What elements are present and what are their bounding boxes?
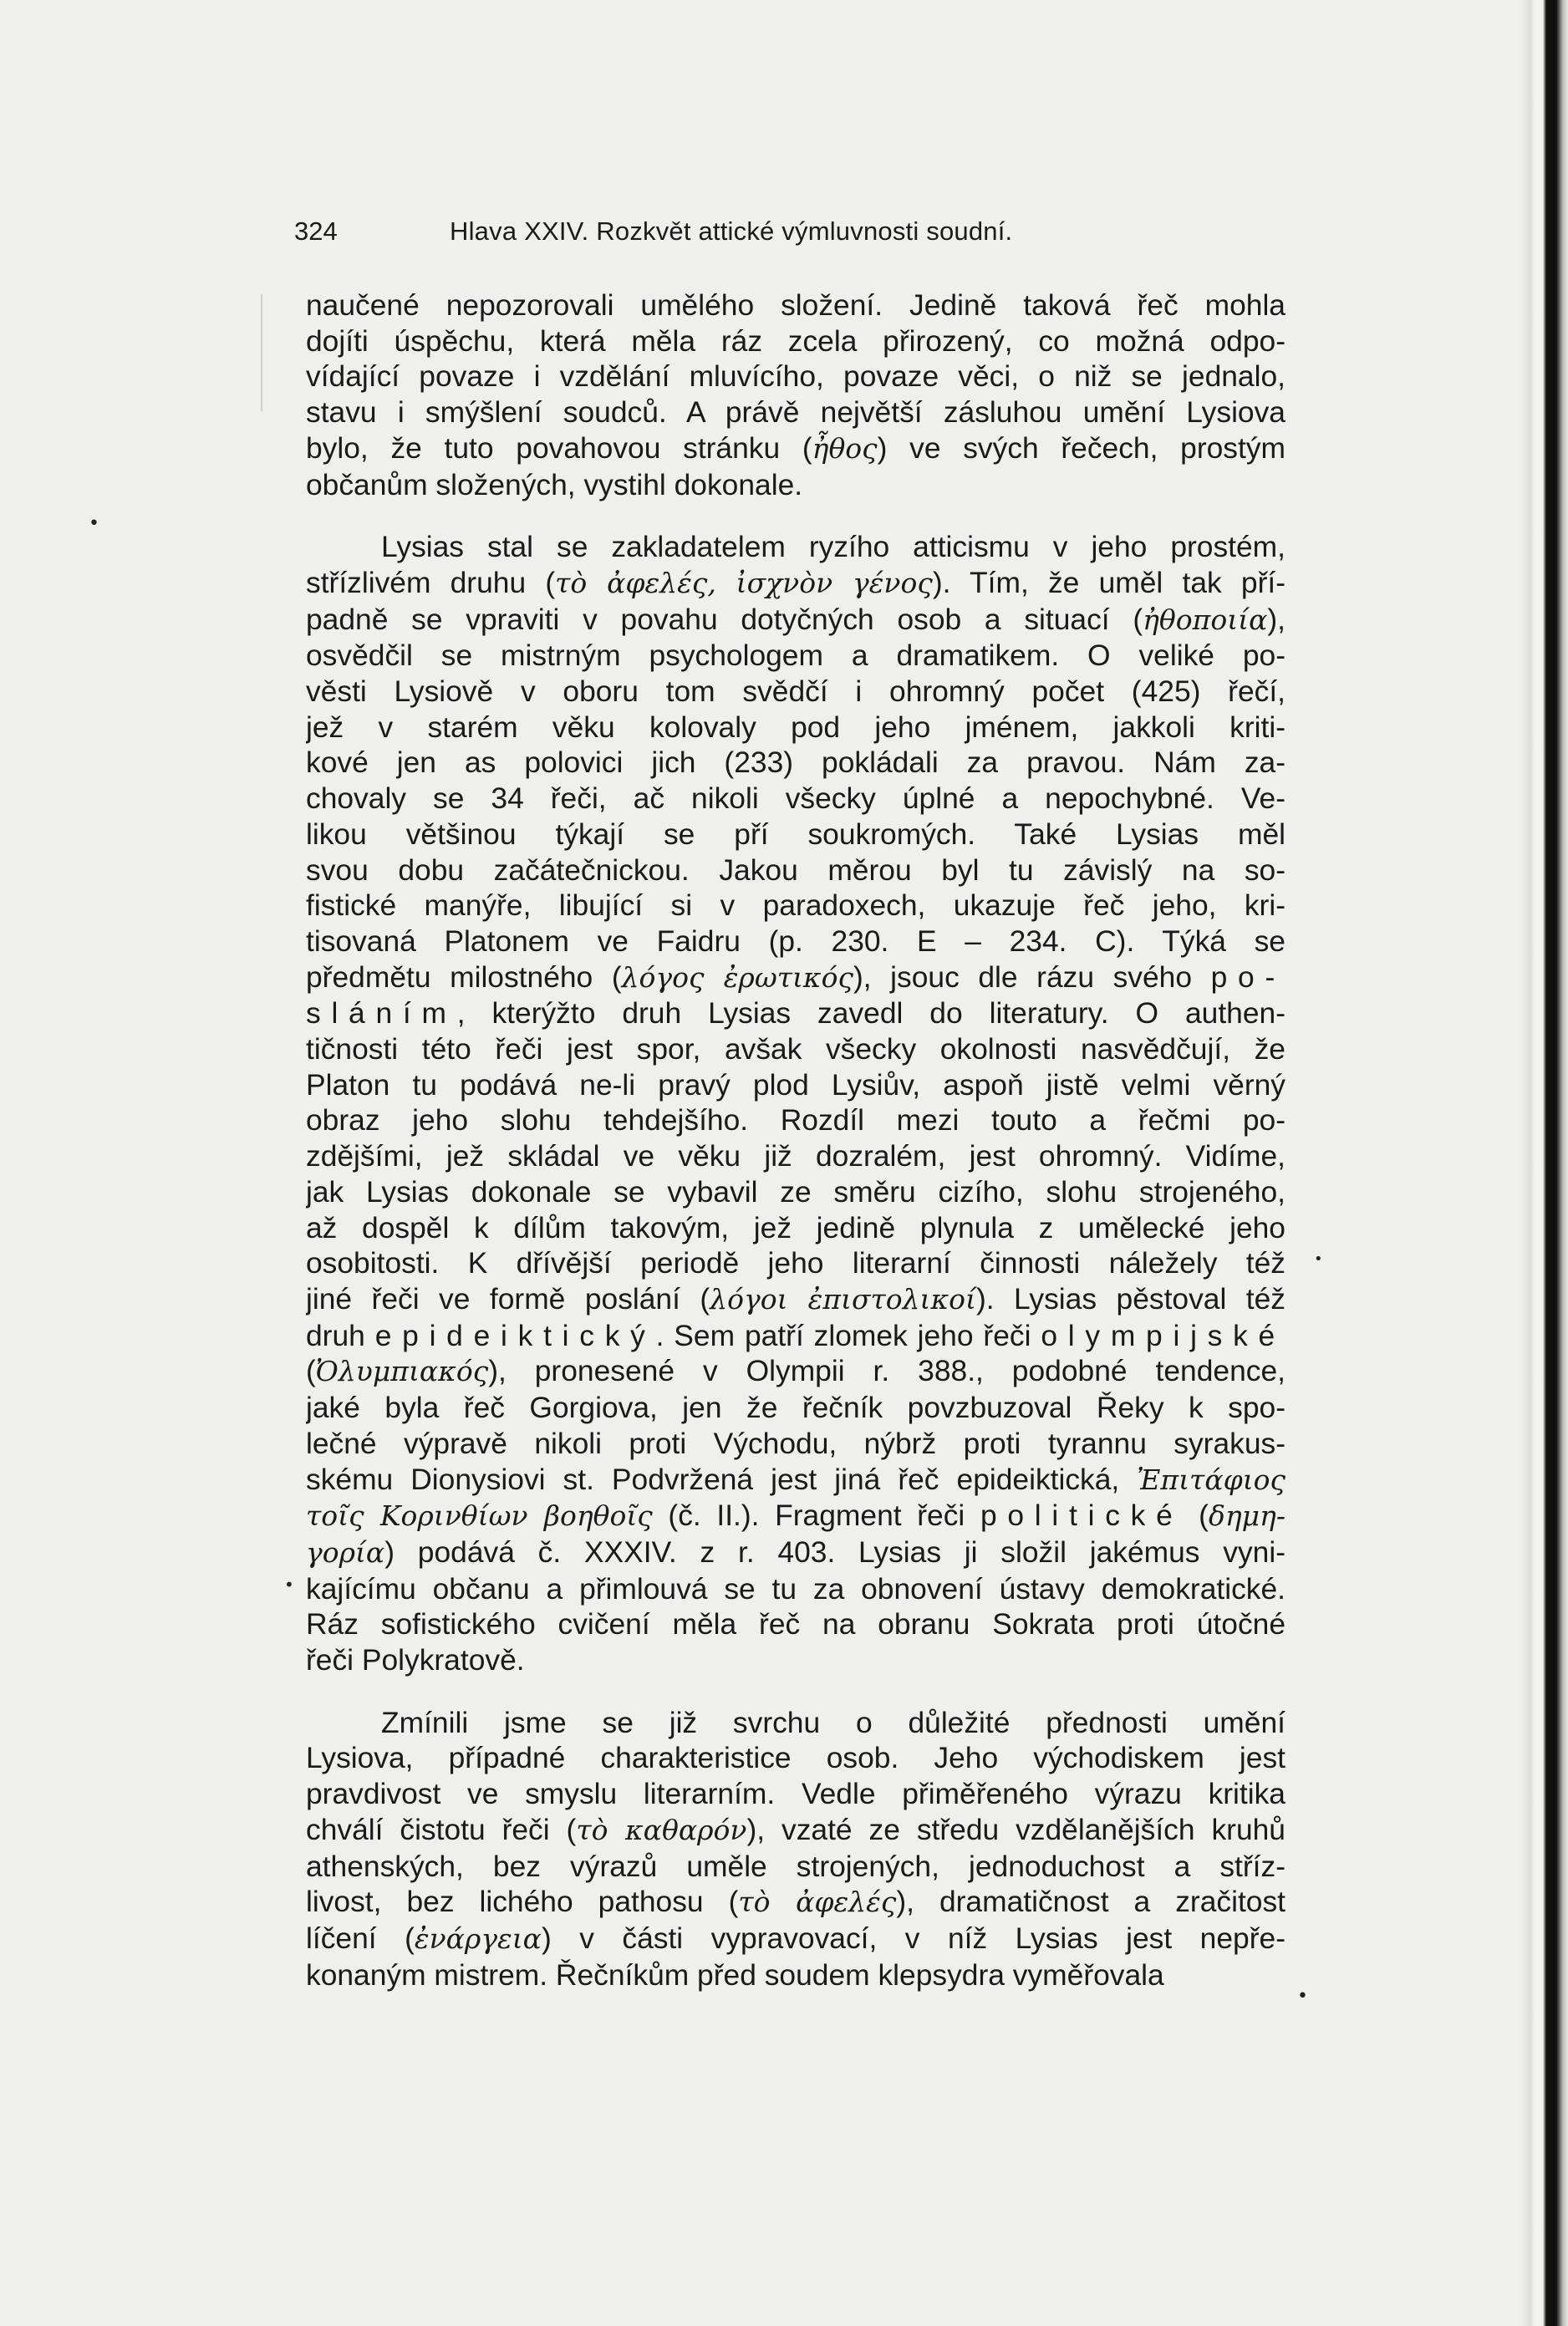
chapter-title: Hlava XXIV. Rozkvět attické výmluvnosti soudní.: [450, 216, 1013, 246]
greek-term: ἦθος: [812, 431, 878, 465]
text-line: [306, 1884, 1285, 1921]
spaced-term: epideiktický: [374, 1318, 656, 1352]
text-run: střízlivém druhu (: [306, 565, 556, 599]
text-run: občanům složených, vystihl dokonale.: [306, 467, 803, 501]
text-line: [306, 1606, 1285, 1642]
text-line: [306, 430, 1285, 467]
text-run: lečné výpravě nikoli proti Východu, nýbrž proti tyrannu syrakus-: [306, 1426, 1285, 1460]
text-line: [306, 1498, 1285, 1535]
text-line: [306, 745, 1285, 781]
text-run: (: [1183, 1499, 1209, 1533]
text-run: Ráz sofistického cvičení měla řeč na obranu Sokrata proti útočné: [306, 1607, 1285, 1641]
text-line: [306, 781, 1285, 817]
text-line: [306, 323, 1285, 359]
page-shadow: [1521, 0, 1530, 2326]
greek-term: τοῖς Κορινθίων βοηθοῖς: [306, 1499, 653, 1533]
text-run: osobitosti. K dřívější periodě jeho literarní činnosti náležely též: [306, 1246, 1285, 1280]
text-line: [306, 674, 1285, 710]
spaced-term: olympijské: [1041, 1318, 1285, 1352]
text-line: [306, 529, 1285, 565]
paragraph: [306, 288, 1285, 502]
text-run: ). Lysias pěstoval též: [975, 1281, 1285, 1316]
text-run: athenských, bez výrazů uměle strojených, jednoduchost a stříz-: [306, 1849, 1285, 1883]
text-run: věsti Lysiově v oboru tom svědčí i ohromný počet (425) řečí,: [306, 674, 1285, 709]
greek-term: γορία: [306, 1535, 385, 1569]
text-run: ), vzaté ze středu vzdělanějších kruhů: [746, 1812, 1285, 1846]
text-line: [306, 1642, 1285, 1678]
text-line: [306, 565, 1285, 602]
text-run: livost, bez lichého pathosu (: [306, 1885, 739, 1919]
text-line: [306, 1390, 1285, 1426]
text-run: bylo, že tuto povahovou stránku (: [306, 430, 812, 465]
text-run: předmětu milostného (: [306, 959, 622, 994]
text-line: [306, 602, 1285, 639]
text-run: jak Lysias dokonale se vybavil ze směru cizího, slohu strojeného,: [306, 1174, 1285, 1209]
text-run: (: [306, 1354, 316, 1388]
text-run: Lysias stal se zakladatelem ryzího atticismu v jeho prostém,: [381, 530, 1285, 564]
text-run: zdějšími, jež skládal ve věku již dozralém, jest ohromný. Vidíme,: [306, 1139, 1285, 1173]
greek-term: τὸ ἀφελές: [738, 1886, 897, 1919]
scan-edge: [1530, 0, 1568, 2326]
text-run: (č. II.). Fragment řeči: [652, 1499, 980, 1533]
greek-term: ἐνάργεια: [414, 1921, 542, 1955]
text-run: kové jen as polovici jich (233) pokládali za pravou. Nám za-: [306, 746, 1285, 780]
text-line: [306, 1921, 1285, 1957]
greek-term: Ὀλυμπιακός: [315, 1355, 489, 1388]
spaced-term: politické: [980, 1499, 1184, 1533]
page-number: 324: [294, 216, 338, 246]
text-run: tičnosti této řeči jest spor, avšak všecky okolnosti nasvědčují, že: [306, 1032, 1285, 1066]
text-run: tisovaná Platonem ve Faidru (p. 230. E – 234. C). Týká se: [306, 924, 1285, 958]
text-run: vídající povaze i vzdělání mluvícího, povaze věci, o niž se jednalo,: [306, 359, 1285, 394]
text-run: ),: [1267, 602, 1285, 636]
text-run: likou většinou týkají se pří soukromých. Také Lysias měl: [306, 817, 1285, 851]
text-line: [306, 1138, 1285, 1174]
paragraph: [306, 1705, 1285, 1993]
text-line: [306, 638, 1285, 674]
text-line: [306, 853, 1285, 888]
text-line: [306, 1535, 1285, 1571]
text-line: [306, 1210, 1285, 1246]
paragraph: [306, 529, 1285, 1678]
text-line: [306, 1031, 1285, 1067]
text-run: obraz jeho slohu tehdejšího. Rozdíl mezi touto a řečmi po-: [306, 1103, 1285, 1138]
text-run: . Sem patří zlomek jeho řeči: [655, 1318, 1041, 1352]
text-run: ) v části vypravovací, v níž Lysias jest nepře-: [541, 1921, 1285, 1955]
greek-term: λόγοι ἐπιστολικοί: [710, 1282, 976, 1316]
text-line: [306, 359, 1285, 394]
greek-term: τὸ καθαρόν: [576, 1813, 747, 1846]
text-line: [306, 394, 1285, 430]
text-line: [306, 1102, 1285, 1138]
margin-mark-line: [261, 294, 262, 411]
text-line: [306, 1705, 1285, 1741]
text-line: [306, 1174, 1285, 1210]
margin-dot: •: [1314, 1250, 1323, 1268]
text-run: líčení (: [306, 1921, 415, 1955]
text-run: chovaly se 34 řeči, ač nikoli všecky úplné a nepochybné. Ve-: [306, 781, 1285, 816]
running-header: [294, 211, 1297, 252]
text-line: [306, 1571, 1285, 1607]
text-line: [306, 288, 1285, 323]
text-run: ) podává č. XXXIV. z r. 403. Lysias ji složil jakémus vyni-: [384, 1535, 1285, 1569]
text-line: [306, 1281, 1285, 1318]
text-run: ), pronesené v Olympii r. 388., podobné tendence,: [488, 1354, 1285, 1388]
text-line: [306, 1353, 1285, 1390]
text-run: ), dramatičnost a zračitost: [896, 1885, 1285, 1919]
text-line: [306, 1740, 1285, 1776]
spaced-term: po-: [1210, 959, 1285, 994]
greek-term: τὸ ἀφελές, ἰσχνὸν γένος: [555, 566, 933, 599]
text-run: řeči Polykratově.: [306, 1643, 525, 1677]
text-line: [306, 1849, 1285, 1885]
text-line: [306, 467, 1285, 503]
text-run: jaké byla řeč Gorgiova, jen že řečník povzbuzoval Řeky k spo-: [306, 1391, 1285, 1425]
spaced-term: sláním: [306, 996, 457, 1031]
text-line: [306, 1812, 1285, 1849]
text-run: jež v starém věku kolovaly pod jeho jménem, jakkoli kriti-: [306, 710, 1285, 744]
text-line: [306, 959, 1285, 996]
text-run: , kterýžto druh Lysias zavedl do literatury. O authen-: [456, 996, 1285, 1031]
greek-term: λόγος ἐρωτικός: [621, 960, 853, 994]
text-run: až dospěl k dílům takovým, jež jedině plynula z umělecké jeho: [306, 1210, 1285, 1244]
text-run: skému Dionysiovi st. Podvržená jest jiná řeč epideiktická,: [306, 1462, 1138, 1496]
text-line: [306, 1426, 1285, 1462]
text-line: [306, 888, 1285, 924]
text-run: ), jsouc dle rázu svého: [853, 959, 1211, 994]
text-line: [306, 1067, 1285, 1103]
text-run: dojíti úspěchu, která měla ráz zcela přirozený, co možná odpo-: [306, 323, 1285, 358]
text-run: Platon tu podává ne-li pravý plod Lysiův, aspoň jistě velmi věrný: [306, 1067, 1285, 1102]
text-line: [306, 1957, 1285, 1993]
text-run: stavu i smýšlení soudců. A právě největší zásluhou umění Lysiova: [306, 395, 1285, 430]
text-line: [306, 1245, 1285, 1281]
text-line: [306, 1318, 1285, 1354]
text-run: svou dobu začátečnickou. Jakou měrou byl tu závislý na so-: [306, 853, 1285, 887]
body-text: [306, 288, 1285, 1993]
text-run: Zmínili jsme se již svrchu o důležité přednosti umění: [381, 1705, 1285, 1739]
text-run: fistické manýře, libující si v paradoxech, ukazuje řeč jeho, kri-: [306, 888, 1285, 923]
margin-dot: •: [284, 1575, 294, 1595]
text-run: padně se vpraviti v povahu dotyčných osob a situací (: [306, 602, 1143, 636]
text-run: kajícímu občanu a přimlouvá se tu za obnovení ústavy demokratické.: [306, 1571, 1285, 1606]
margin-dot: •: [1297, 1986, 1308, 2007]
text-line: [306, 710, 1285, 746]
text-run: naučené nepozorovali umělého složení. Jedině taková řeč mohla: [306, 288, 1285, 322]
text-run: chválí čistotu řeči (: [306, 1812, 577, 1846]
text-line: [306, 817, 1285, 853]
text-run: pravdivost ve smyslu literarním. Vedle přiměřeného výrazu kritika: [306, 1777, 1285, 1811]
greek-term: ἠθοποιία: [1143, 603, 1268, 636]
margin-dot: •: [89, 513, 99, 534]
text-run: Lysiova, případné charakteristice osob. Jeho východiskem jest: [306, 1741, 1285, 1775]
greek-term: Ἐπιτάφιος: [1137, 1463, 1285, 1496]
greek-term: δημη-: [1208, 1499, 1285, 1533]
text-run: druh: [306, 1318, 375, 1352]
text-line: [306, 1462, 1285, 1499]
text-run: konaným mistrem. Řečníkům před soudem klepsydra vyměřovala: [306, 1957, 1164, 1992]
text-line: [306, 924, 1285, 959]
text-run: ). Tím, že uměl tak pří-: [932, 565, 1285, 599]
text-line: [306, 995, 1285, 1031]
text-run: jiné řeči ve formě poslání (: [306, 1281, 710, 1316]
text-run: ) ve svých řečech, prostým: [877, 430, 1285, 465]
text-line: [306, 1776, 1285, 1812]
text-run: osvědčil se mistrným psychologem a dramatikem. O veliké po-: [306, 639, 1285, 673]
